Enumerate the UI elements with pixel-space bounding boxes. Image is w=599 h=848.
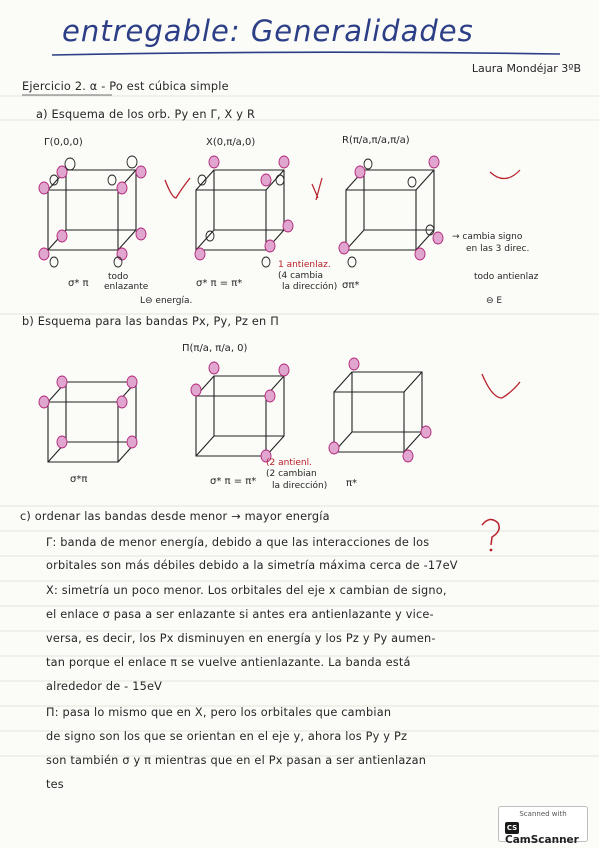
part-c-line-9: de signo son los que se orientan en el eje y, ahora los Py y Pz [46,730,408,743]
part-c-line-3: X: simetría un poco menor. Los orbitales del eje x cambian de signo, [46,584,447,597]
cube-pi-1 [39,376,137,462]
label-b1: σ*π [70,474,88,485]
part-c-line-8: Π: pasa lo mismo que en X, pero los orbitales que cambian [46,706,392,719]
cube-pi-2 [191,362,289,462]
part-c-line-10: son también σ y π mientras que en el Px pasan a ser antienlazan [46,754,427,767]
scanner-name-text: CamScanner [505,834,579,846]
part-c-line-1: Γ: banda de menor energía, debido a que las interacciones de los [46,536,430,549]
part-c-line-11: tes [46,778,64,791]
part-a-heading: a) Esquema de los orb. Py en Γ, X y R [36,108,256,121]
cube-gamma [39,156,146,267]
point-x: X(0,π/a,0) [206,137,256,148]
part-b-heading: b) Esquema para las bandas Px, Py, Pz en Π [22,315,279,328]
note-a1-line1: todo [108,272,129,282]
note-b2-line2: (2 cambian [266,469,317,479]
cube-diagrams-b [0,352,599,472]
exercise-heading: Ejercicio 2. α - Po est cúbica simple [22,80,229,93]
side-note-3: todo antienlaz [474,272,539,282]
part-c-line-6: tan porque el enlace π se vuelve antienlazante. La banda está [46,656,411,669]
part-c-line-2: orbitales son más débiles debido a la simetría máxima cerca de -17eV [46,559,458,572]
side-note-2: en las 3 direc. [466,244,530,254]
label-b3: π* [346,478,358,489]
note-a1-line2: enlazante [104,282,149,292]
label-a2: σ* π = π* [196,278,243,289]
side-note-4: ⊖ E [486,296,503,306]
point-gamma: Γ(0,0,0) [44,137,83,148]
point-pi: Π(π/a, π/a, 0) [182,343,248,354]
cube-x [195,156,293,267]
part-c-line-5: versa, es decir, los Px disminuyen en energía y los Pz y Py aumen- [46,632,436,645]
note-a2-line1: 1 antienlaz. [278,260,331,270]
side-note-1: → cambia signo [452,232,523,242]
part-c-heading: c) ordenar las bandas desde menor → mayor energía [20,510,330,523]
note-a1-line3: L⊖ energía. [140,296,193,306]
point-r: R(π/a,π/a,π/a) [342,135,410,146]
author-name: Laura Mondéjar 3ºB [471,62,581,75]
part-c-line-7: alrededor de - 15eV [46,680,163,693]
label-b2: σ* π = π* [210,476,257,487]
page-title: entregable: Generalidades [62,14,474,48]
note-a2-line2: (4 cambia [278,271,324,281]
scanner-top-text: Scanned with [519,810,567,818]
note-b2-line3: la dirección) [272,481,328,491]
cube-r [339,156,443,267]
label-a3: σπ* [342,280,360,291]
red-question-mark [476,515,506,555]
part-c-line-4: el enlace σ pasa a ser enlazante si antes era antienlazante y vice- [46,608,434,621]
camscanner-stamp [498,806,588,846]
camscanner-logo-icon: CS [506,824,518,832]
note-a2-line3: la dirección) [282,282,338,292]
label-a1: σ* π [68,278,89,289]
cube-pi-3 [329,358,431,462]
note-b2-line1: (2 antienl. [266,458,312,468]
scanner-name [505,822,587,846]
